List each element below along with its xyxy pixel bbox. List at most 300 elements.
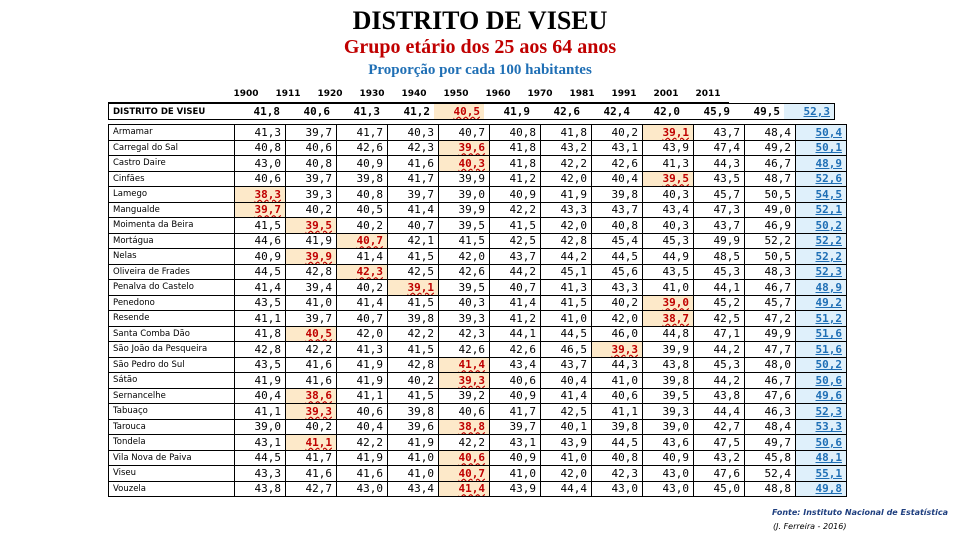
- value-cell: 41,0: [541, 450, 592, 466]
- value-cell: 41,1: [592, 404, 643, 420]
- value-cell: 42,0: [653, 105, 680, 118]
- value-cell: 42,1: [388, 233, 439, 249]
- value-cell: 45,4: [592, 233, 643, 249]
- value-cell: 40,4: [235, 388, 286, 404]
- value-cell: 45,3: [643, 233, 694, 249]
- table-row: [109, 450, 847, 466]
- value-cell: 49,9: [745, 326, 796, 342]
- value-cell: 42,5: [541, 404, 592, 420]
- value-cell: 41,5: [388, 342, 439, 358]
- value-cell: 47,2: [745, 311, 796, 327]
- value-cell: 40,5: [434, 104, 484, 120]
- value-cell: 41,3: [353, 105, 380, 118]
- municipality-name: Santa Comba Dão: [109, 326, 235, 342]
- value-cell: 42,0: [541, 466, 592, 482]
- value-cell: 47,6: [745, 388, 796, 404]
- value-cell: 43,0: [643, 466, 694, 482]
- municipality-name: Penalva do Castelo: [109, 280, 235, 296]
- value-cell: 41,0: [541, 311, 592, 327]
- value-cell: 41,5: [490, 218, 541, 234]
- value-cell: 43,3: [592, 280, 643, 296]
- value-cell: 39,7: [235, 202, 286, 218]
- value-cell: 42,5: [490, 233, 541, 249]
- value-cell: 41,5: [388, 249, 439, 265]
- year-header: [108, 86, 729, 103]
- value-cell: 43,4: [643, 202, 694, 218]
- value-cell: 42,2: [541, 156, 592, 172]
- year-header-cell: 1991: [603, 86, 645, 103]
- value-cell: 43,1: [592, 140, 643, 156]
- value-cell: 40,6: [592, 388, 643, 404]
- value-cell: 42,8: [541, 233, 592, 249]
- value-cell: 40,8: [592, 218, 643, 234]
- value-cell: 44,8: [643, 326, 694, 342]
- value-cell: 42,3: [388, 140, 439, 156]
- value-cell: 40,2: [337, 280, 388, 296]
- value-cell: 41,8: [490, 140, 541, 156]
- value-cell: 42,2: [388, 326, 439, 342]
- value-cell: 40,6: [286, 140, 337, 156]
- value-cell: 41,0: [388, 450, 439, 466]
- year-header-cell: 1900: [225, 86, 267, 103]
- value-cell: 44,4: [694, 404, 745, 420]
- value-cell: 52,2: [796, 233, 847, 249]
- value-cell: 49,6: [796, 388, 847, 404]
- value-cell: 42,0: [541, 218, 592, 234]
- value-cell: 39,3: [286, 187, 337, 203]
- value-cell: 39,3: [592, 342, 643, 358]
- value-cell: 41,3: [643, 156, 694, 172]
- value-cell: 42,3: [592, 466, 643, 482]
- value-cell: 48,4: [745, 419, 796, 435]
- value-cell: 41,9: [286, 233, 337, 249]
- value-cell: 48,8: [745, 481, 796, 497]
- value-cell: 39,7: [286, 125, 337, 141]
- value-cell: 39,0: [643, 295, 694, 311]
- value-cell: 41,5: [541, 295, 592, 311]
- value-cell: 50,2: [796, 357, 847, 373]
- year-header-cell: 2011: [687, 86, 729, 103]
- value-cell: 41,7: [490, 404, 541, 420]
- value-cell: 43,4: [388, 481, 439, 497]
- source-note: Fonte: Instituto Nacional de Estatística: [771, 508, 948, 517]
- value-cell: 39,7: [388, 187, 439, 203]
- value-cell: 40,7: [337, 233, 388, 249]
- municipality-name: Cinfães: [109, 171, 235, 187]
- value-cell: 51,6: [796, 326, 847, 342]
- municipality-name: Castro Daire: [109, 156, 235, 172]
- value-cell: 43,9: [643, 140, 694, 156]
- value-cell: 43,7: [592, 202, 643, 218]
- value-cell: 40,8: [286, 156, 337, 172]
- value-cell: 46,7: [745, 280, 796, 296]
- value-cell: 43,7: [490, 249, 541, 265]
- value-cell: 41,2: [403, 105, 430, 118]
- municipality-name: São Pedro do Sul: [109, 357, 235, 373]
- value-cell: 39,3: [439, 311, 490, 327]
- table-row: [109, 373, 847, 389]
- value-cell: 50,4: [796, 125, 847, 141]
- value-cell: 41,2: [490, 311, 541, 327]
- year-header-cell: 1920: [309, 86, 351, 103]
- value-cell: 40,6: [439, 404, 490, 420]
- municipality-name: Tabuaço: [109, 404, 235, 420]
- value-cell: 41,2: [490, 171, 541, 187]
- value-cell: 39,5: [643, 388, 694, 404]
- value-cell: 43,7: [541, 357, 592, 373]
- value-cell: 41,9: [337, 450, 388, 466]
- table-row: [109, 187, 847, 203]
- municipality-name: São João da Pesqueira: [109, 342, 235, 358]
- value-cell: 45,3: [694, 357, 745, 373]
- value-cell: 39,0: [235, 419, 286, 435]
- value-cell: 48,7: [745, 171, 796, 187]
- value-cell: 39,7: [286, 171, 337, 187]
- table-row: [109, 466, 847, 482]
- value-cell: 41,1: [337, 388, 388, 404]
- value-cell: 53,3: [796, 419, 847, 435]
- municipality-name: Tondela: [109, 435, 235, 451]
- value-cell: 41,0: [490, 466, 541, 482]
- value-cell: 41,6: [388, 156, 439, 172]
- value-cell: 43,0: [592, 481, 643, 497]
- value-cell: 47,3: [694, 202, 745, 218]
- value-cell: 49,8: [796, 481, 847, 497]
- value-cell: 39,4: [286, 280, 337, 296]
- value-cell: 40,8: [592, 450, 643, 466]
- value-cell: 43,7: [694, 218, 745, 234]
- value-cell: 43,5: [235, 357, 286, 373]
- value-cell: 45,8: [745, 450, 796, 466]
- value-cell: 39,9: [439, 171, 490, 187]
- municipality-name: Mortágua: [109, 233, 235, 249]
- value-cell: 40,6: [235, 171, 286, 187]
- value-cell: 40,5: [337, 202, 388, 218]
- value-cell: 41,0: [592, 373, 643, 389]
- value-cell: 38,6: [286, 388, 337, 404]
- page-subtitle: Grupo etário dos 25 aos 64 anos: [343, 36, 617, 58]
- value-cell: 39,9: [643, 342, 694, 358]
- value-cell: 40,3: [643, 187, 694, 203]
- municipality-name: Carregal do Sal: [109, 140, 235, 156]
- value-cell: 47,6: [694, 466, 745, 482]
- value-cell: 40,2: [592, 125, 643, 141]
- value-cell: 39,9: [439, 202, 490, 218]
- value-cell: 41,6: [286, 373, 337, 389]
- value-cell: 42,7: [694, 419, 745, 435]
- value-cell: 40,6: [337, 404, 388, 420]
- table-row: [109, 295, 847, 311]
- value-cell: 43,4: [490, 357, 541, 373]
- value-cell: 41,4: [388, 202, 439, 218]
- value-cell: 41,6: [286, 357, 337, 373]
- value-cell: 44,2: [694, 342, 745, 358]
- value-cell: 40,7: [439, 125, 490, 141]
- value-cell: 42,6: [553, 105, 580, 118]
- table-row: [109, 156, 847, 172]
- value-cell: 39,8: [643, 373, 694, 389]
- value-cell: 45,1: [541, 264, 592, 280]
- value-cell: 44,3: [592, 357, 643, 373]
- value-cell: 52,3: [784, 104, 835, 120]
- header-blank: [108, 86, 225, 103]
- value-cell: 41,8: [541, 125, 592, 141]
- municipality-name: Armamar: [109, 125, 235, 141]
- value-cell: 39,2: [439, 388, 490, 404]
- value-cell: 42,2: [490, 202, 541, 218]
- value-cell: 41,1: [286, 435, 337, 451]
- value-cell: 49,2: [745, 140, 796, 156]
- value-cell: 48,0: [745, 357, 796, 373]
- value-cell: 43,9: [490, 481, 541, 497]
- value-cell: 40,8: [235, 140, 286, 156]
- value-cell: 42,0: [337, 326, 388, 342]
- year-header-cell: 1940: [393, 86, 435, 103]
- value-cell: 43,0: [235, 156, 286, 172]
- value-cell: 45,9: [703, 105, 730, 118]
- value-cell: 40,9: [235, 249, 286, 265]
- municipality-name: Tarouca: [109, 419, 235, 435]
- value-cell: 41,4: [439, 357, 490, 373]
- district-row-table: [108, 103, 835, 120]
- value-cell: 40,4: [592, 171, 643, 187]
- value-cell: 40,1: [541, 419, 592, 435]
- value-cell: 44,5: [235, 264, 286, 280]
- value-cell: 39,8: [337, 171, 388, 187]
- value-cell: 40,3: [643, 218, 694, 234]
- value-cell: 39,3: [643, 404, 694, 420]
- author-note: (J. Ferreira - 2016): [773, 522, 847, 531]
- value-cell: 39,8: [592, 187, 643, 203]
- municipality-name: Moimenta da Beira: [109, 218, 235, 234]
- value-cell: 44,5: [592, 435, 643, 451]
- value-cell: 41,8: [490, 156, 541, 172]
- value-cell: 41,4: [337, 295, 388, 311]
- value-cell: 44,5: [541, 326, 592, 342]
- value-cell: 39,5: [439, 280, 490, 296]
- value-cell: 52,1: [796, 202, 847, 218]
- value-cell: 38,7: [643, 311, 694, 327]
- value-cell: 40,3: [388, 125, 439, 141]
- value-cell: 41,0: [286, 295, 337, 311]
- table-row: [109, 481, 847, 497]
- value-cell: 50,5: [745, 249, 796, 265]
- value-cell: 42,7: [286, 481, 337, 497]
- value-cell: 39,1: [388, 280, 439, 296]
- value-cell: 47,7: [745, 342, 796, 358]
- value-cell: 50,2: [796, 218, 847, 234]
- value-cell: 41,1: [235, 311, 286, 327]
- value-cell: 42,3: [439, 326, 490, 342]
- value-cell: 45,7: [745, 295, 796, 311]
- value-cell: 41,4: [490, 295, 541, 311]
- value-cell: 43,1: [235, 435, 286, 451]
- page-subtitle-2: Proporção por cada 100 habitantes: [368, 62, 592, 78]
- value-cell: 44,4: [541, 481, 592, 497]
- value-cell: 40,2: [388, 373, 439, 389]
- value-cell: 55,1: [796, 466, 847, 482]
- value-cell: 41,5: [235, 218, 286, 234]
- value-cell: 51,6: [796, 342, 847, 358]
- year-header-cell: 1970: [519, 86, 561, 103]
- value-cell: 40,8: [337, 187, 388, 203]
- value-cell: 41,3: [235, 125, 286, 141]
- value-cell: 40,3: [439, 156, 490, 172]
- value-cell: 47,1: [694, 326, 745, 342]
- value-cell: 43,1: [490, 435, 541, 451]
- value-cell: 51,2: [796, 311, 847, 327]
- value-cell: 43,8: [235, 481, 286, 497]
- value-cell: 39,0: [643, 419, 694, 435]
- value-cell: 48,4: [745, 125, 796, 141]
- year-header-cell: 1981: [561, 86, 603, 103]
- value-cell: 44,2: [541, 249, 592, 265]
- value-cell: 48,9: [796, 280, 847, 296]
- value-cell: 45,0: [694, 481, 745, 497]
- value-cell: 47,5: [694, 435, 745, 451]
- value-cell: 46,7: [745, 373, 796, 389]
- value-cell: 39,9: [286, 249, 337, 265]
- table-row: [109, 233, 847, 249]
- value-cell: 42,4: [603, 105, 630, 118]
- value-cell: 41,4: [235, 280, 286, 296]
- value-cell: 42,6: [337, 140, 388, 156]
- value-cell: 43,5: [694, 171, 745, 187]
- value-cell: 39,6: [388, 419, 439, 435]
- value-cell: 39,8: [388, 404, 439, 420]
- value-cell: 40,4: [541, 373, 592, 389]
- table-row: [109, 326, 847, 342]
- value-cell: 48,3: [745, 264, 796, 280]
- value-cell: 41,7: [286, 450, 337, 466]
- value-cell: 42,0: [592, 311, 643, 327]
- municipality-name: Oliveira de Frades: [109, 264, 235, 280]
- value-cell: 50,1: [796, 140, 847, 156]
- municipality-name: Mangualde: [109, 202, 235, 218]
- value-cell: 43,8: [694, 388, 745, 404]
- value-cell: 52,3: [796, 404, 847, 420]
- value-cell: 43,7: [694, 125, 745, 141]
- value-cell: 43,3: [235, 466, 286, 482]
- value-cell: 54,5: [796, 187, 847, 203]
- value-cell: 44,6: [235, 233, 286, 249]
- value-cell: 38,8: [439, 419, 490, 435]
- value-cell: 41,9: [337, 373, 388, 389]
- value-cell: 40,9: [490, 388, 541, 404]
- district-row: [109, 104, 835, 120]
- year-header-cell: 1960: [477, 86, 519, 103]
- value-cell: 44,9: [643, 249, 694, 265]
- value-cell: 39,1: [643, 125, 694, 141]
- value-cell: 41,0: [643, 280, 694, 296]
- table-row: [109, 202, 847, 218]
- value-cell: 46,9: [745, 218, 796, 234]
- value-cell: 39,7: [490, 419, 541, 435]
- value-cell: 39,5: [286, 218, 337, 234]
- value-cell: 42,2: [439, 435, 490, 451]
- value-cell: 42,2: [337, 435, 388, 451]
- value-cell: 46,0: [592, 326, 643, 342]
- value-cell: 50,5: [745, 187, 796, 203]
- value-cell: 41,9: [541, 187, 592, 203]
- value-cell: 42,3: [337, 264, 388, 280]
- municipality-name: Lamego: [109, 187, 235, 203]
- value-cell: 40,3: [439, 295, 490, 311]
- value-cell: 41,5: [388, 388, 439, 404]
- value-cell: 39,0: [439, 187, 490, 203]
- value-cell: 45,2: [694, 295, 745, 311]
- value-cell: 40,6: [490, 373, 541, 389]
- value-cell: 41,0: [388, 466, 439, 482]
- value-cell: 39,7: [286, 311, 337, 327]
- value-cell: 40,6: [439, 450, 490, 466]
- value-cell: 46,7: [745, 156, 796, 172]
- municipality-name: Penedono: [109, 295, 235, 311]
- value-cell: 44,2: [694, 373, 745, 389]
- value-cell: 40,6: [303, 105, 330, 118]
- value-cell: 44,1: [490, 326, 541, 342]
- value-cell: 41,3: [337, 342, 388, 358]
- value-cell: 48,5: [694, 249, 745, 265]
- municipality-name: Vila Nova de Paiva: [109, 450, 235, 466]
- value-cell: 49,2: [796, 295, 847, 311]
- value-cell: 41,4: [541, 388, 592, 404]
- value-cell: 41,8: [253, 105, 280, 118]
- municipality-name: Viseu: [109, 466, 235, 482]
- municipality-name: Resende: [109, 311, 235, 327]
- table-row: [109, 311, 847, 327]
- value-cell: 41,6: [286, 466, 337, 482]
- value-cell: 41,9: [337, 357, 388, 373]
- value-cell: 43,2: [541, 140, 592, 156]
- table-row: [109, 125, 847, 141]
- value-cell: 41,3: [541, 280, 592, 296]
- value-cell: 40,4: [337, 419, 388, 435]
- municipality-name: Sernancelhe: [109, 388, 235, 404]
- value-cell: 52,3: [796, 264, 847, 280]
- value-cell: 39,5: [439, 218, 490, 234]
- table-row: [109, 280, 847, 296]
- value-cell: 39,3: [286, 404, 337, 420]
- value-cell: 38,3: [235, 187, 286, 203]
- value-cell: 42,6: [439, 264, 490, 280]
- value-cell: 50,6: [796, 373, 847, 389]
- table-row: [109, 171, 847, 187]
- value-cell: 43,0: [337, 481, 388, 497]
- value-cell: 42,0: [541, 171, 592, 187]
- table-row: [109, 388, 847, 404]
- table-row: [109, 404, 847, 420]
- value-cell: 41,8: [235, 326, 286, 342]
- page-title: DISTRITO DE VISEU: [352, 6, 608, 35]
- value-cell: 40,7: [337, 311, 388, 327]
- value-cell: 52,4: [745, 466, 796, 482]
- year-header-cell: 1950: [435, 86, 477, 103]
- table-row: [109, 357, 847, 373]
- value-cell: 40,7: [388, 218, 439, 234]
- year-header-cell: 1930: [351, 86, 393, 103]
- table-row: [109, 218, 847, 234]
- value-cell: 46,5: [541, 342, 592, 358]
- value-cell: 41,7: [337, 125, 388, 141]
- value-cell: 48,1: [796, 450, 847, 466]
- table-row: [109, 435, 847, 451]
- value-cell: 39,8: [592, 419, 643, 435]
- value-cell: 42,8: [286, 264, 337, 280]
- district-name: DISTRITO DE VISEU: [113, 106, 206, 117]
- value-cell: 52,2: [745, 233, 796, 249]
- value-cell: 40,9: [490, 187, 541, 203]
